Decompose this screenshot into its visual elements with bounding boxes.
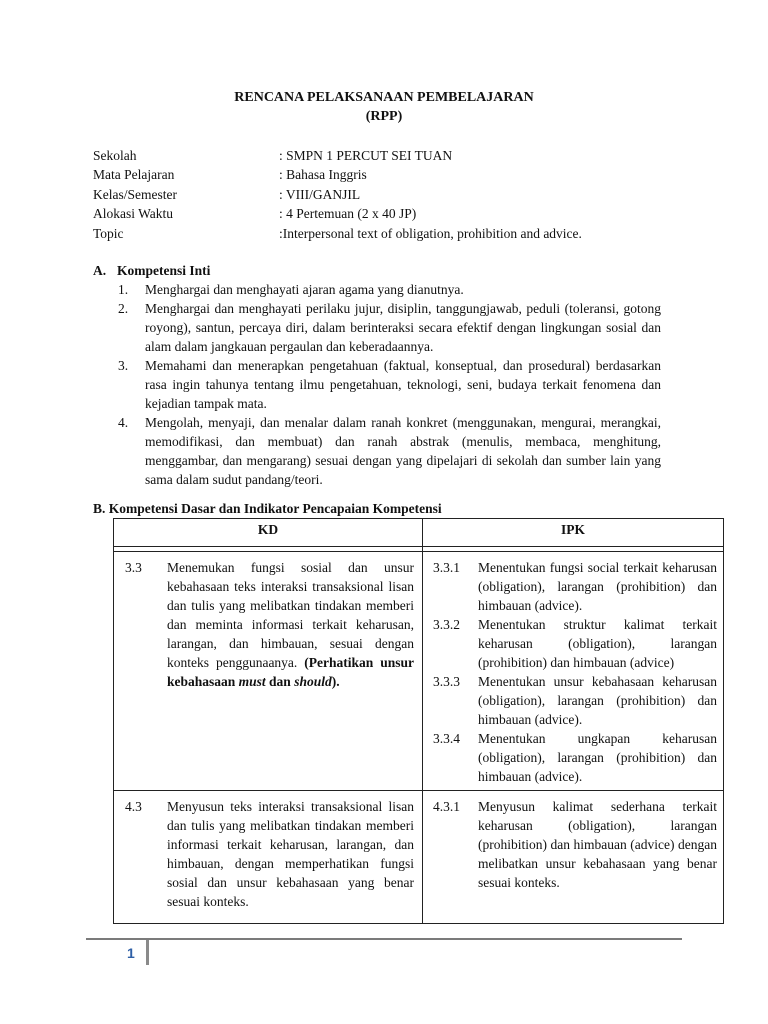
kd-text: Menyusun teks interaksi transaksional lisan dan tulis yang melibatkan tindakan memberi informasi terkait keharusan, larangan, dan himbauan, dengan memperhatikan fungsi sosial dan unsur kebahasaan yang benar sesuai konteks. (167, 799, 414, 909)
kompetensi-inti-list (118, 280, 661, 489)
kd-note: (Perhatikan unsur kebahasaan must dan should). (167, 655, 415, 689)
table-row (114, 552, 724, 791)
section-b-heading: B. Kompetensi Dasar dan Indikator Pencapaian Kompetensi (93, 501, 442, 516)
info-row-mata-pelajaran (93, 165, 693, 184)
info-label: Alokasi Waktu (93, 206, 174, 222)
section-a-letter: A. (93, 263, 107, 278)
kd-cell (114, 552, 423, 791)
list-text: Memahami dan menerapkan pengetahuan (faktual, konseptual, dan prosedural) berdasarkan rasa ingin tahunya tentang ilmu pengetahuan, teknologi, seni, budaya terkait fenomena dan kejadian tampak mata. (145, 358, 661, 411)
info-row-alokasi-waktu (93, 204, 693, 223)
list-number: 2. (118, 301, 129, 316)
ipk-code: 3.3.1 (433, 560, 460, 575)
info-value: : SMPN 1 PERCUT SEI TUAN (279, 148, 453, 163)
info-value: :Interpersonal text of obligation, prohibition and advice. (279, 225, 582, 241)
ipk-text: Menyusun kalimat sederhana terkait keharusan (obligation), larangan (prohibition) dan himbauan (advice) dengan melibatkan unsur kebahasaan yang benar sesuai konteks. (478, 799, 717, 890)
kd-code: 4.3 (125, 799, 142, 814)
ipk-item (423, 797, 723, 892)
footer-divider (86, 938, 682, 940)
document-title: RENCANA PELAKSANAAN PEMBELAJARAN (234, 90, 534, 105)
list-text: Menghargai dan menghayati perilaku jujur, disiplin, tanggungjawab, peduli (toleransi, gotong royong), santun, percaya diri, dalam berinteraksi secara efektif dengan lingkungan sosial dan alam dalam jangkauan pergaulan dan keberadaannya. (145, 301, 661, 354)
page-number-bar (146, 940, 149, 965)
list-item (118, 299, 661, 356)
ipk-item (423, 615, 723, 672)
ipk-code: 3.3.3 (433, 674, 460, 689)
ipk-cell (423, 791, 724, 924)
kd-ipk-table (113, 518, 724, 924)
info-label: Topic (93, 225, 124, 241)
column-header-kd: KD (114, 519, 423, 547)
kd-code: 3.3 (125, 560, 142, 575)
list-item (118, 356, 661, 413)
list-number: 1. (118, 282, 129, 297)
list-number: 4. (118, 415, 129, 430)
ipk-cell (423, 552, 724, 791)
list-item (118, 413, 661, 489)
section-a-heading (93, 261, 210, 280)
info-label: Sekolah (93, 148, 137, 163)
info-value: : Bahasa Inggris (279, 167, 367, 183)
document-subtitle: (RPP) (365, 109, 403, 124)
kd-description: Menemukan fungsi sosial dan unsur kebahasaan teks interaksi transaksional lisan dan tulis yang melibatkan tindakan memberi dan meminta informasi terkait keharusan, larangan, dan himbauan, sesuai dengan konteks penggunaanya. (167, 560, 414, 670)
page-number: 1 (127, 945, 135, 961)
info-value: : VIII/GANJIL (279, 186, 361, 202)
table-header-row (114, 519, 724, 547)
column-header-ipk: IPK (423, 519, 724, 547)
ipk-text: Menentukan struktur kalimat terkait keharusan (obligation), larangan (prohibition) dan himbauan (advice) (478, 617, 717, 670)
list-item (118, 280, 661, 299)
info-value: : 4 Pertemuan (2 x 40 JP) (279, 206, 417, 222)
ipk-item (423, 558, 723, 615)
ipk-code: 4.3.1 (433, 799, 460, 814)
ipk-text: Menentukan ungkapan keharusan (obligation), larangan (prohibition) dan himbauan (advice). (478, 731, 717, 784)
list-number: 3. (118, 358, 129, 373)
ipk-item (423, 672, 723, 729)
info-block (93, 146, 693, 243)
info-label: Kelas/Semester (93, 186, 177, 202)
info-row-topic (93, 224, 693, 243)
ipk-code: 3.3.2 (433, 617, 460, 632)
kd-text (167, 552, 414, 691)
info-row-sekolah (93, 146, 693, 165)
ipk-item (423, 729, 723, 786)
info-row-kelas-semester (93, 185, 693, 204)
kd-cell (114, 791, 423, 924)
ipk-text: Menentukan fungsi social terkait keharusan (obligation), larangan (prohibition) dan himbauan (advice). (478, 560, 717, 613)
list-text: Mengolah, menyaji, dan menalar dalam ranah konkret (menggunakan, mengurai, merangkai, memodifikasi, dan membuat) dan ranah abstrak (menulis, membaca, menghitung, menggambar, dan mengarang) sesuai dengan yang dipelajari di sekolah dan sumber lain yang sama dalam sudut pandang/teori. (145, 415, 661, 487)
list-text: Menghargai dan menghayati ajaran agama yang dianutnya. (145, 282, 464, 297)
info-label: Mata Pelajaran (93, 167, 175, 183)
ipk-code: 3.3.4 (433, 731, 460, 746)
table-row (114, 791, 724, 924)
ipk-text: Menentukan unsur kebahasaan keharusan (obligation), larangan (prohibition) dan himbauan (advice). (478, 674, 717, 727)
section-a-title: Kompetensi Inti (117, 263, 211, 278)
